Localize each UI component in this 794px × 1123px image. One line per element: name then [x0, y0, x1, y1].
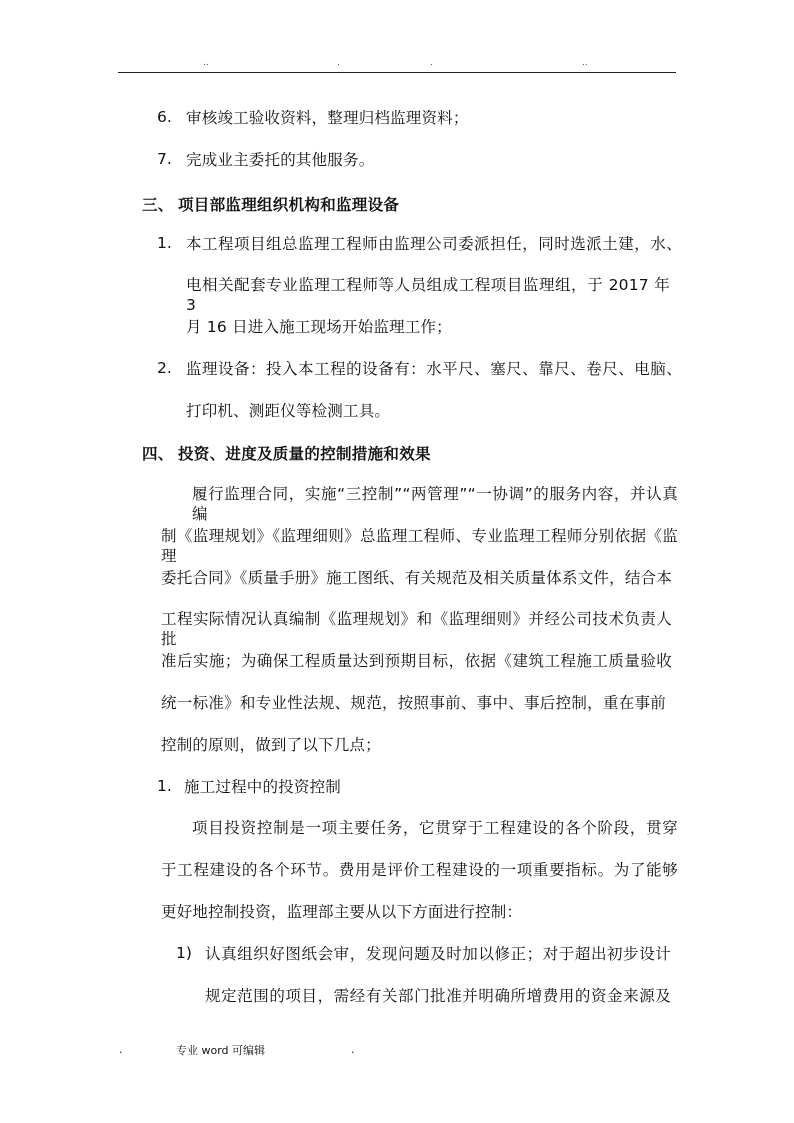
list-item-text: 审核竣工验收资料，整理归档监理资料；	[186, 109, 469, 127]
paragraph-line: 制《监理规划》《监理细则》总监理工程师、专业监理工程师分别依据《监理	[161, 527, 678, 565]
paragraph-line: 准后实施；为确保工程质量达到预期目标，依据《建筑工程施工质量验收	[161, 652, 672, 670]
list-number: 6.	[157, 108, 172, 126]
paragraph-line: 委托合同》《质量手册》施工图纸、有关规范及相关质量体系文件，结合本	[161, 569, 672, 587]
section-title: 投资、进度及质量的控制措施和效果	[178, 445, 431, 463]
footer-dot: .	[351, 1043, 355, 1056]
footer-dot: .	[119, 1043, 123, 1056]
section-number: 三、	[142, 196, 174, 214]
list-item-text: 完成业主委托的其他服务。	[186, 151, 375, 169]
list-number: 1)	[176, 944, 192, 962]
header-rule	[118, 72, 676, 73]
header-dot: .	[337, 58, 340, 68]
list-item-line: 月 16 日进入施工现场开始监理工作；	[186, 318, 452, 336]
paragraph-line: 项目投资控制是一项主要任务，它贯穿于工程建设的各个阶段，贯穿	[192, 819, 678, 837]
header-dot: .	[430, 58, 433, 68]
list-item-line: 打印机、测距仪等检测工具。	[186, 402, 391, 420]
paragraph-line: 统一标准》和专业性法规、规范，按照事前、事中、事后控制，重在事前	[161, 694, 666, 712]
list-number: 2.	[157, 359, 172, 377]
footer-text: 专业 word 可编辑	[176, 1044, 266, 1057]
subsection-title: 施工过程中的投资控制	[184, 778, 342, 796]
list-number: 1.	[157, 234, 172, 252]
list-item-line: 认真组织好图纸会审，发现问题及时加以修正；对于超出初步设计	[205, 945, 671, 963]
paragraph-line: 工程实际情况认真编制《监理规划》和《监理细则》并经公司技术负责人批	[161, 610, 672, 648]
header-dot: ..	[582, 58, 588, 68]
paragraph-line: 更好地控制投资，监理部主要从以下方面进行控制：	[161, 903, 523, 921]
list-item-line: 规定范围的项目，需经有关部门批准并明确所增费用的资金来源及	[205, 987, 671, 1005]
header-dot: ..	[203, 58, 209, 68]
section-title: 项目部监理组织机构和监理设备	[178, 196, 400, 214]
paragraph-line: 于工程建设的各个环节。费用是评价工程建设的一项重要指标。为了能够	[161, 861, 678, 879]
list-item-line: 电相关配套专业监理工程师等人员组成工程项目监理组，于 2017 年 3	[186, 276, 670, 314]
paragraph-line: 控制的原则，做到了以下几点；	[161, 736, 381, 754]
section-number: 四、	[142, 445, 174, 463]
list-item-line: 本工程项目组总监理工程师由监理公司委派担任，同时选派土建，水、	[186, 235, 682, 253]
list-number: 7.	[157, 150, 172, 168]
list-number: 1.	[157, 777, 172, 795]
list-item-line: 监理设备：投入本工程的设备有：水平尺、塞尺、靠尺、卷尺、电脑、	[186, 360, 682, 378]
paragraph-line: 履行监理合同，实施“三控制”“两管理”“一协调”的服务内容，并认真编	[192, 485, 678, 523]
